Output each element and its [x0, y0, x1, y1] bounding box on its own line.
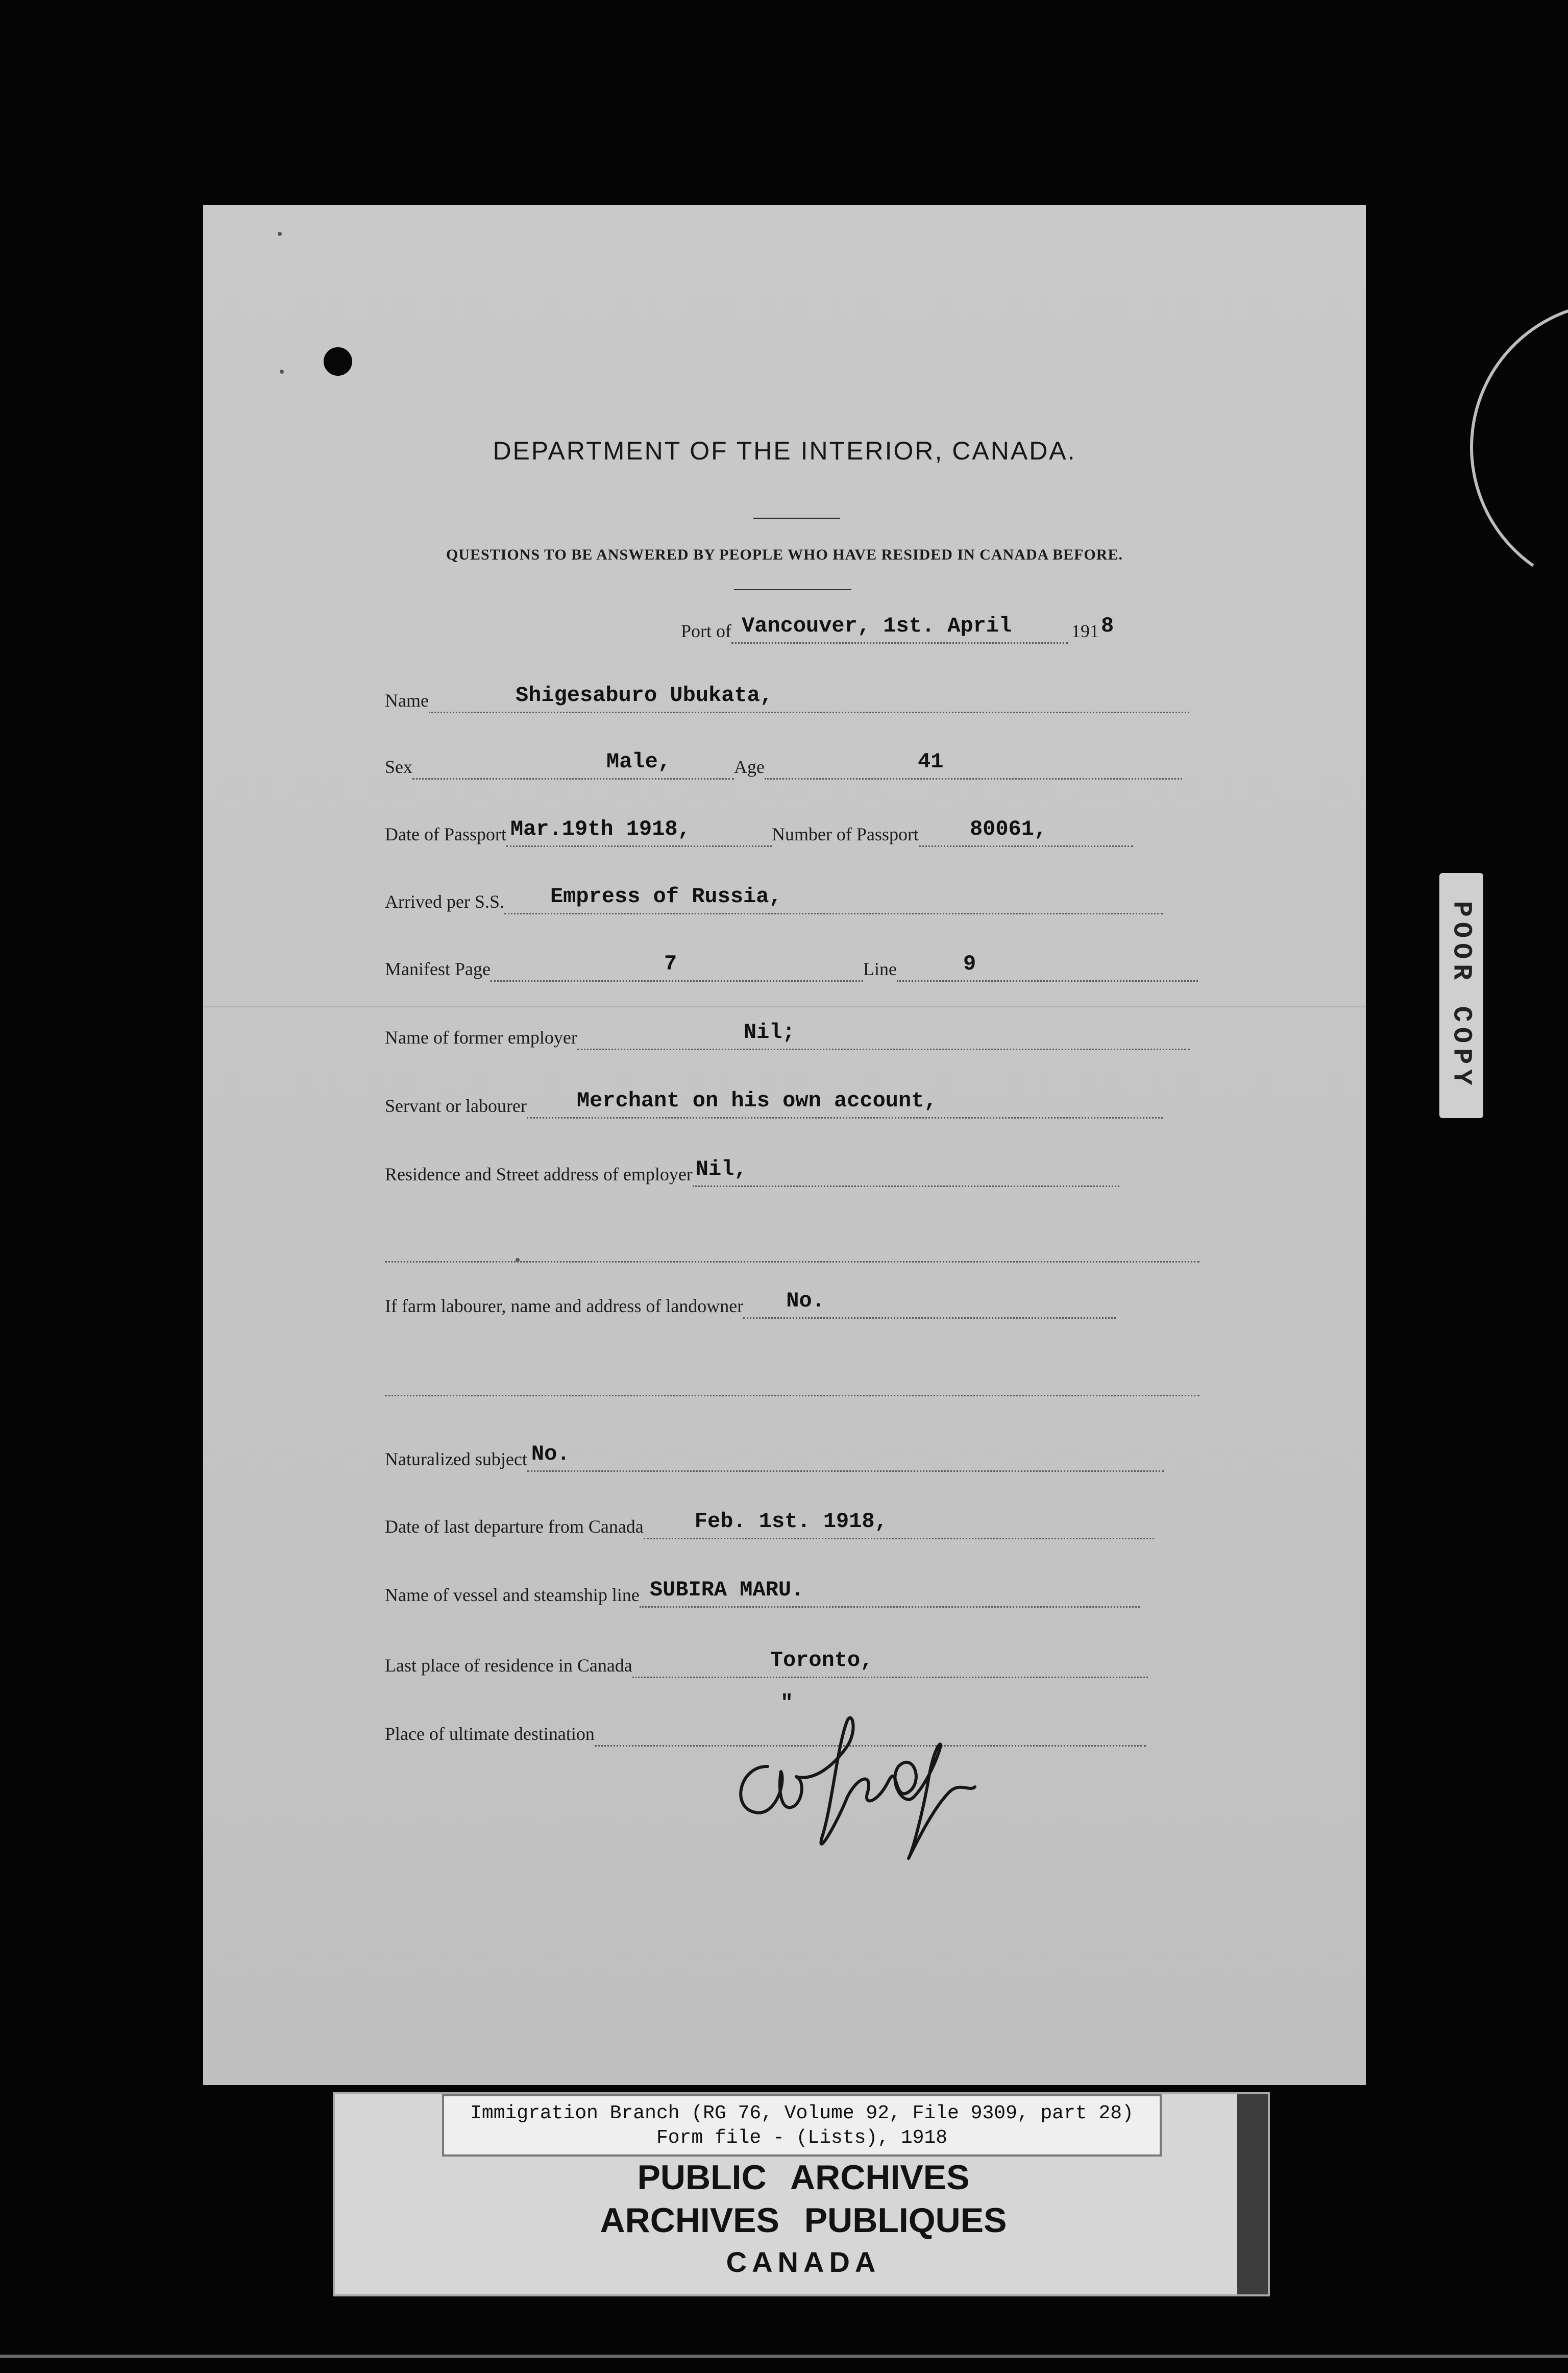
poor-copy-stamp — [1439, 873, 1483, 1118]
farm-continuation-line — [385, 1395, 1199, 1396]
port-value: Vancouver, 1st. April — [742, 614, 1012, 638]
residence-label: Residence and Street address of employer — [385, 1164, 693, 1184]
manifest-value: 7 — [664, 952, 677, 976]
ditto-mark: " — [780, 1691, 794, 1715]
passport-date-field — [506, 810, 772, 847]
passport-date-value: Mar.19th 1918, — [510, 817, 691, 841]
paper-speck — [278, 232, 282, 236]
vessel-label: Name of vessel and steamship line — [385, 1585, 640, 1605]
employer-value: Nil; — [743, 1020, 795, 1045]
servant-label: Servant or labourer — [385, 1096, 527, 1116]
vessel-field — [640, 1570, 1140, 1608]
naturalized-field — [527, 1435, 1164, 1472]
port-field — [731, 607, 1068, 644]
last-residence-value: Toronto, — [770, 1648, 873, 1673]
paper-speck — [280, 370, 284, 374]
department-heading: DEPARTMENT OF THE INTERIOR, CANADA. — [493, 437, 1076, 465]
last-residence-field — [632, 1641, 1148, 1678]
year-prefix: 191 — [1071, 621, 1099, 641]
employer-field — [577, 1013, 1190, 1050]
naturalized-label: Naturalized subject — [385, 1449, 527, 1469]
servant-field — [527, 1081, 1163, 1119]
arrived-row — [385, 877, 1163, 914]
manifest-field — [491, 945, 863, 982]
punch-hole — [324, 347, 352, 376]
naturalized-row — [385, 1435, 1164, 1472]
name-field — [429, 676, 1189, 713]
reference-line-1: Immigration Branch (RG 76, Volume 92, File 9309, part 28) — [470, 2102, 1134, 2124]
line-label: Line — [863, 959, 897, 979]
passport-number-value: 80061, — [969, 817, 1047, 841]
age-value: 41 — [917, 749, 944, 774]
departure-field — [644, 1502, 1154, 1539]
residence-continuation-line — [385, 1261, 1199, 1263]
arrived-label: Arrived per S.S. — [385, 891, 504, 912]
port-label: Port of — [681, 621, 731, 641]
last-residence-label: Last place of residence in Canada — [385, 1655, 632, 1676]
passport-row — [385, 810, 1133, 847]
former-employer-row — [385, 1013, 1190, 1050]
passport-number-label: Number of Passport — [771, 824, 919, 844]
archive-line-french: ARCHIVES PUBLIQUES — [600, 2201, 1007, 2240]
reference-line-2: Form file - (Lists), 1918 — [656, 2127, 948, 2149]
departure-row — [385, 1502, 1154, 1539]
servant-row — [385, 1081, 1163, 1119]
destination-label: Place of ultimate destination — [385, 1724, 595, 1744]
year-field — [1099, 607, 1119, 644]
sex-age-row — [385, 742, 1182, 780]
farm-field — [743, 1281, 1116, 1319]
arrived-value: Empress of Russia, — [550, 884, 782, 909]
passport-date-label: Date of Passport — [385, 824, 506, 844]
archive-card — [333, 2092, 1270, 2296]
sex-value: Male, — [606, 749, 671, 774]
age-field — [765, 742, 1182, 780]
arrived-field — [504, 877, 1163, 914]
farm-label: If farm labourer, name and address of landowner — [385, 1296, 744, 1316]
naturalized-value: No. — [531, 1442, 570, 1466]
farm-row — [385, 1281, 1116, 1319]
archive-line-country: CANADA — [726, 2246, 881, 2278]
manifest-label: Manifest Page — [385, 959, 491, 979]
residence-value: Nil, — [695, 1157, 747, 1181]
fold-crease — [203, 1006, 1366, 1007]
year-suffix: 8 — [1101, 614, 1114, 638]
vessel-row — [385, 1570, 1140, 1608]
film-scratch — [1447, 278, 1568, 617]
film-edge — [0, 2355, 1568, 2358]
servant-value: Merchant on his own account, — [576, 1088, 937, 1113]
name-label: Name — [385, 690, 429, 711]
archive-line-english: PUBLIC ARCHIVES — [637, 2158, 970, 2197]
heading-divider — [753, 518, 840, 519]
vessel-value: SUBIRA MARU. — [649, 1578, 804, 1602]
line-field — [897, 945, 1198, 982]
last-residence-row — [385, 1641, 1148, 1678]
name-row — [385, 676, 1189, 713]
port-row — [681, 607, 1119, 644]
form-subtitle: QUESTIONS TO BE ANSWERED BY PEOPLE WHO HAVE RESIDED IN CANADA BEFORE. — [446, 546, 1123, 563]
departure-value: Feb. 1st. 1918, — [694, 1509, 888, 1534]
inspector-signature — [720, 1705, 1189, 1869]
residence-field — [693, 1150, 1119, 1187]
sex-label: Sex — [385, 757, 412, 777]
farm-value: No. — [786, 1289, 825, 1313]
age-label: Age — [734, 757, 765, 777]
poor-copy-text: POOR COPY — [1446, 901, 1477, 1091]
line-value: 9 — [963, 952, 976, 976]
subtitle-divider — [734, 589, 851, 590]
reference-label — [442, 2094, 1162, 2157]
employer-label: Name of former employer — [385, 1027, 577, 1048]
manifest-row — [385, 945, 1198, 982]
passport-number-field — [919, 810, 1133, 847]
name-value: Shigesaburo Ubukata, — [515, 683, 773, 708]
sex-field — [412, 742, 734, 780]
residence-row — [385, 1150, 1119, 1187]
departure-label: Date of last departure from Canada — [385, 1516, 644, 1537]
